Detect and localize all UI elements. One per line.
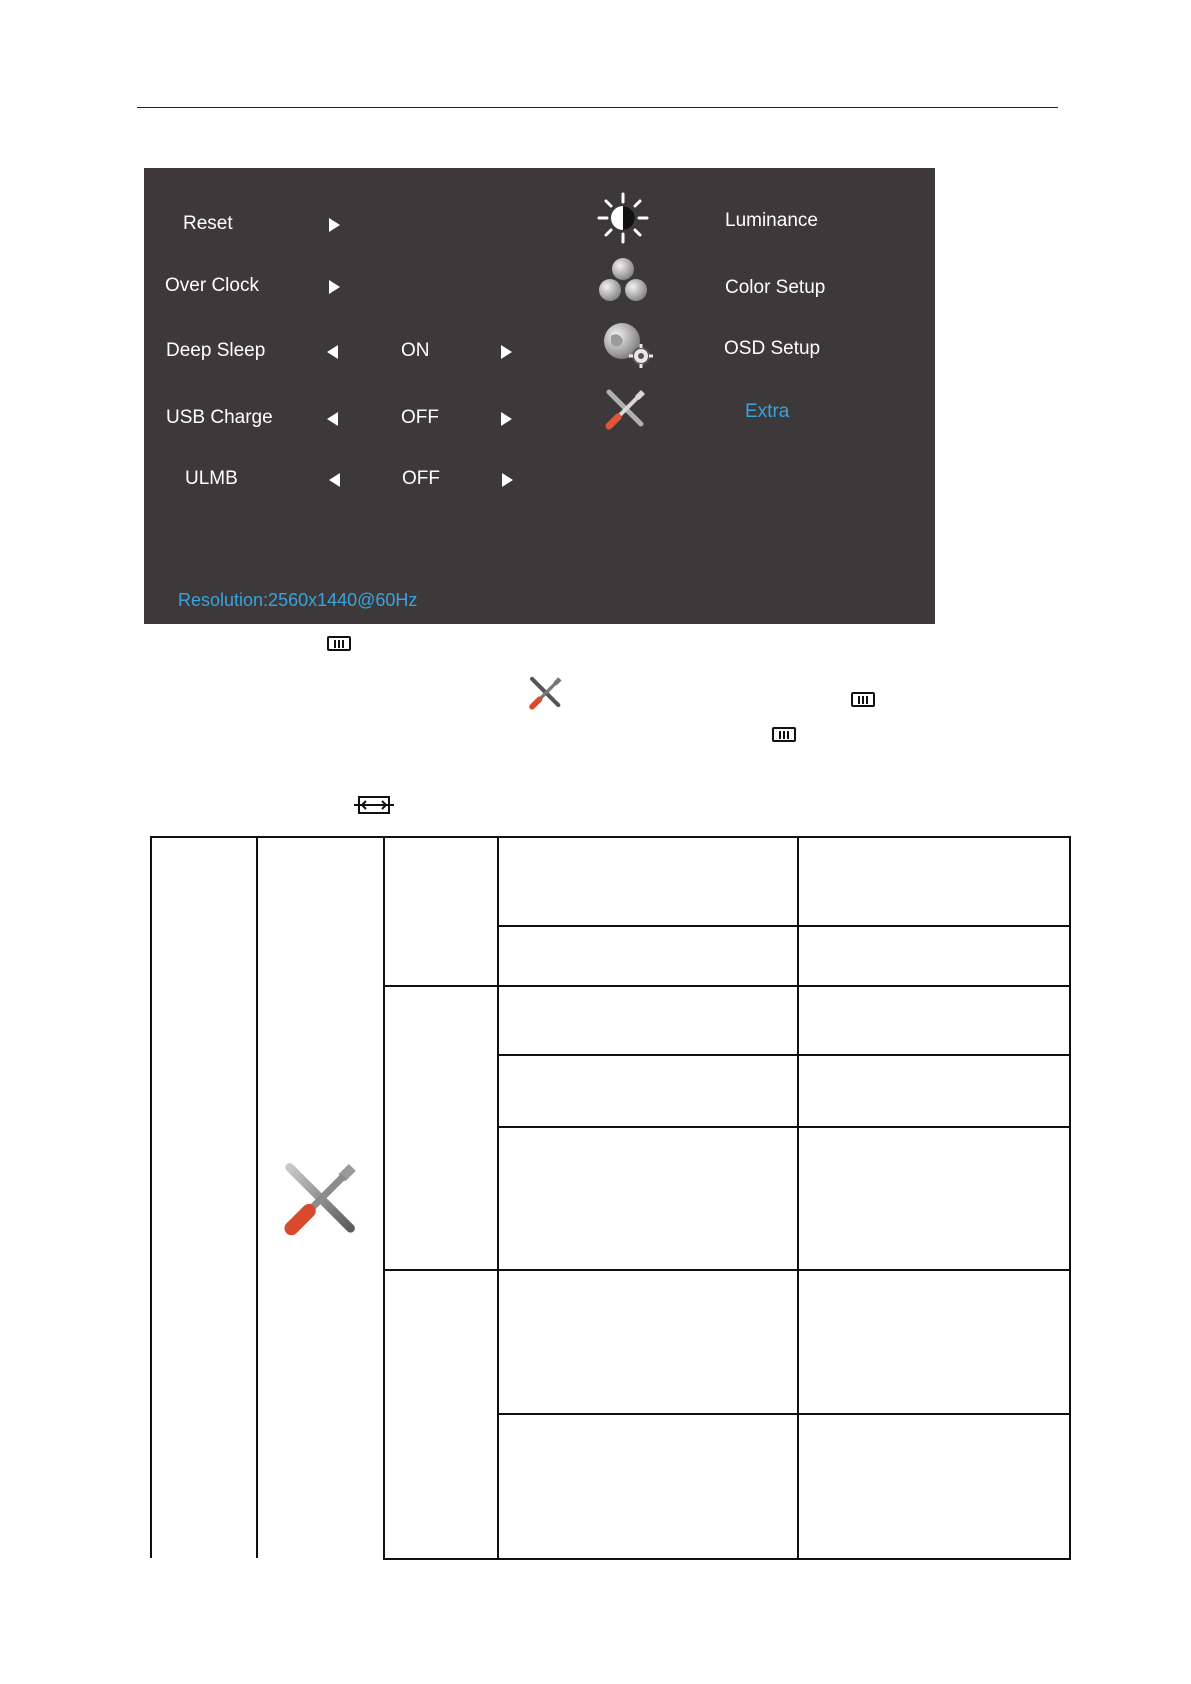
ulmb-value: OFF xyxy=(402,468,440,489)
tools-icon[interactable] xyxy=(603,386,649,430)
auto-button-icon xyxy=(354,794,394,816)
category-extra[interactable]: Extra xyxy=(745,401,790,422)
header-rule xyxy=(137,107,1058,108)
deep-sleep-arrow-right-icon[interactable] xyxy=(501,345,512,359)
menu-button-icon xyxy=(327,636,351,651)
category-color-setup[interactable]: Color Setup xyxy=(725,277,826,298)
menu-button-icon xyxy=(772,727,796,742)
resolution-readout: Resolution:2560x1440@60Hz xyxy=(178,590,418,610)
menu-button-icon xyxy=(851,692,875,707)
deep-sleep-value: ON xyxy=(401,340,430,361)
globe-gear-icon[interactable] xyxy=(601,320,655,370)
usb-charge-arrow-right-icon[interactable] xyxy=(501,412,512,426)
osd-item-reset[interactable]: Reset xyxy=(183,213,233,234)
deep-sleep-arrow-left-icon[interactable] xyxy=(327,345,338,359)
color-balls-icon[interactable] xyxy=(597,256,649,306)
usb-charge-value: OFF xyxy=(401,407,439,428)
ulmb-arrow-right-icon[interactable] xyxy=(502,473,513,487)
tools-icon xyxy=(281,1158,361,1236)
usb-charge-arrow-left-icon[interactable] xyxy=(327,412,338,426)
osd-item-deep-sleep[interactable]: Deep Sleep xyxy=(166,340,266,361)
category-osd-setup[interactable]: OSD Setup xyxy=(724,338,821,359)
reset-arrow-right-icon[interactable] xyxy=(329,218,340,232)
brightness-icon[interactable] xyxy=(597,192,649,244)
osd-item-usb-charge[interactable]: USB Charge xyxy=(166,407,273,428)
over-clock-arrow-right-icon[interactable] xyxy=(329,280,340,294)
category-luminance[interactable]: Luminance xyxy=(725,210,818,231)
osd-menu-panel xyxy=(144,168,935,624)
tools-icon xyxy=(527,674,565,710)
osd-item-over-clock[interactable]: Over Clock xyxy=(165,275,259,296)
osd-item-ulmb[interactable]: ULMB xyxy=(185,468,238,489)
ulmb-arrow-left-icon[interactable] xyxy=(329,473,340,487)
